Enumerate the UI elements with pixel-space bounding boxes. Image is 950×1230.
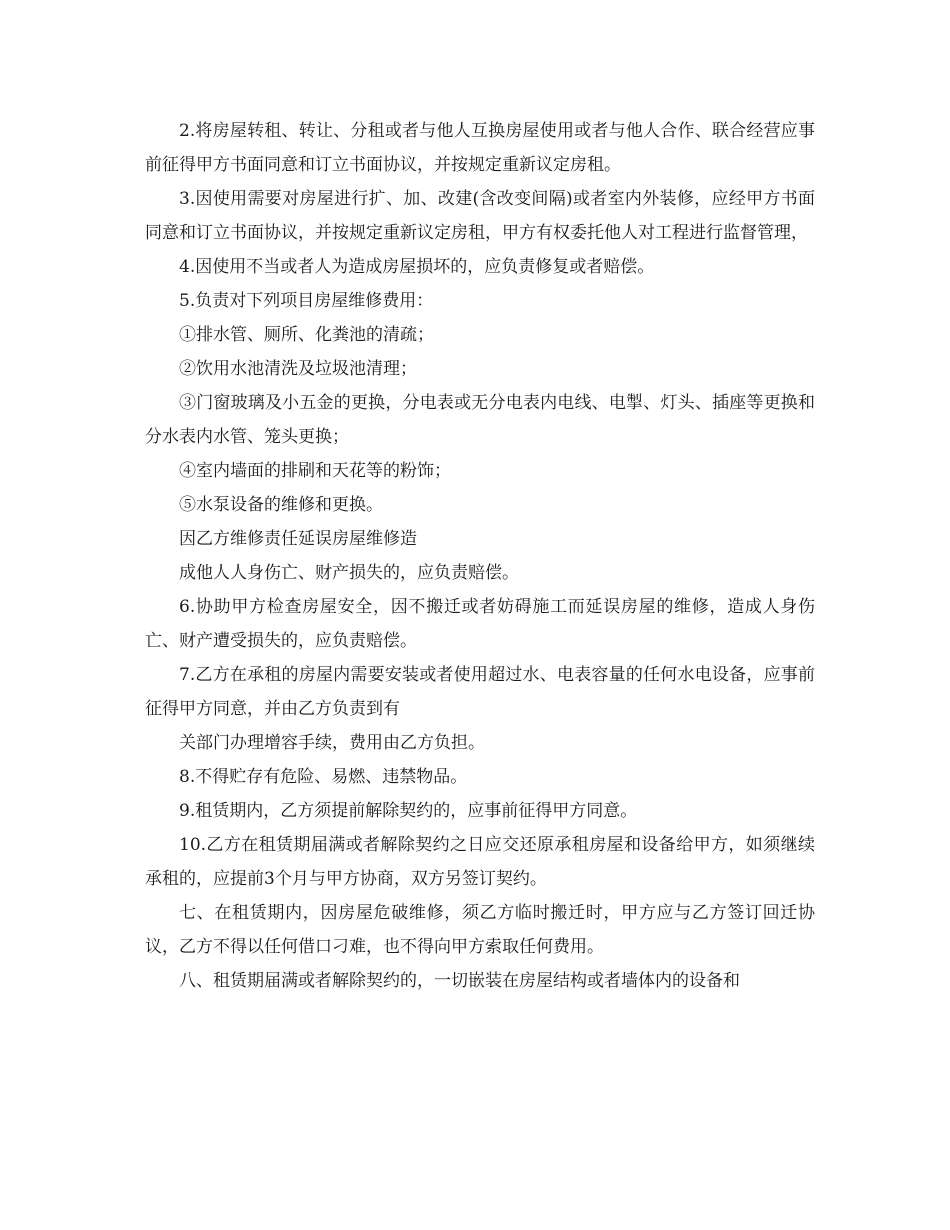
list-item-2: ②饮用水池清洗及垃圾池清理； — [179, 359, 417, 379]
paragraph-clause-3: 3.因使用需要对房屋进行扩、加、改建(含改变间隔)或者室内外装修，应经甲方书面同意和订立书面协议，并按规定重新议定房租，甲方有权委托他人对工程进行监督管理， — [145, 189, 815, 243]
paragraph-clause-7: 7.乙方在承租的房屋内需要安装或者使用超过水、电表容量的任何水电设备，应事前征得甲方同意，并由乙方负责到有 — [145, 665, 815, 719]
paragraph-clause-4: 4.因使用不当或者人为造成房屋损坏的，应负责修复或者赔偿。 — [179, 257, 655, 277]
paragraph-clause-10: 10.乙方在租赁期届满或者解除契约之日应交还原承租房屋和设备给甲方，如须继续承租的，应提前3个月与甲方协商，双方另签订契约。 — [145, 835, 815, 889]
paragraph-section-7: 七、在租赁期内，因房屋危破维修，须乙方临时搬迁时，甲方应与乙方签订回迁协议，乙方不得以任何借口刁难，也不得向甲方索取任何费用。 — [145, 903, 815, 957]
paragraph-section-8: 八、租赁期届满或者解除契约的，一切嵌装在房屋结构或者墙体内的设备和 — [179, 971, 740, 991]
paragraph-clause-7-cont: 关部门办理增容手续，费用由乙方负担。 — [179, 733, 485, 753]
paragraph-clause-8: 8.不得贮存有危险、易燃、违禁物品。 — [179, 767, 468, 787]
paragraph-maintenance-delay-cont: 成他人人身伤亡、财产损失的，应负责赔偿。 — [179, 563, 519, 583]
list-item-1: ①排水管、厕所、化粪池的清疏； — [179, 325, 434, 345]
paragraph-clause-2: 2.将房屋转租、转让、分租或者与他人互换房屋使用或者与他人合作、联合经营应事前征得甲方书面同意和订立书面协议，并按规定重新议定房租。 — [145, 121, 815, 175]
list-item-3: ③门窗玻璃及小五金的更换，分电表或无分电表内电线、电掣、灯头、插座等更换和分水表内水管、笼头更换； — [145, 393, 815, 447]
list-item-4: ④室内墙面的排刷和天花等的粉饰； — [179, 461, 451, 481]
document-body — [145, 114, 815, 998]
paragraph-clause-5: 5.负责对下列项目房屋维修费用： — [179, 291, 434, 311]
paragraph-clause-6: 6.协助甲方检查房屋安全，因不搬迁或者妨碍施工而延误房屋的维修，造成人身伤亡、财产遭受损失的，应负责赔偿。 — [145, 597, 815, 651]
list-item-5: ⑤水泵设备的维修和更换。 — [179, 495, 383, 515]
paragraph-clause-9: 9.租赁期内，乙方须提前解除契约的，应事前征得甲方同意。 — [179, 801, 638, 821]
paragraph-maintenance-delay: 因乙方维修责任延误房屋维修造 — [179, 529, 417, 549]
